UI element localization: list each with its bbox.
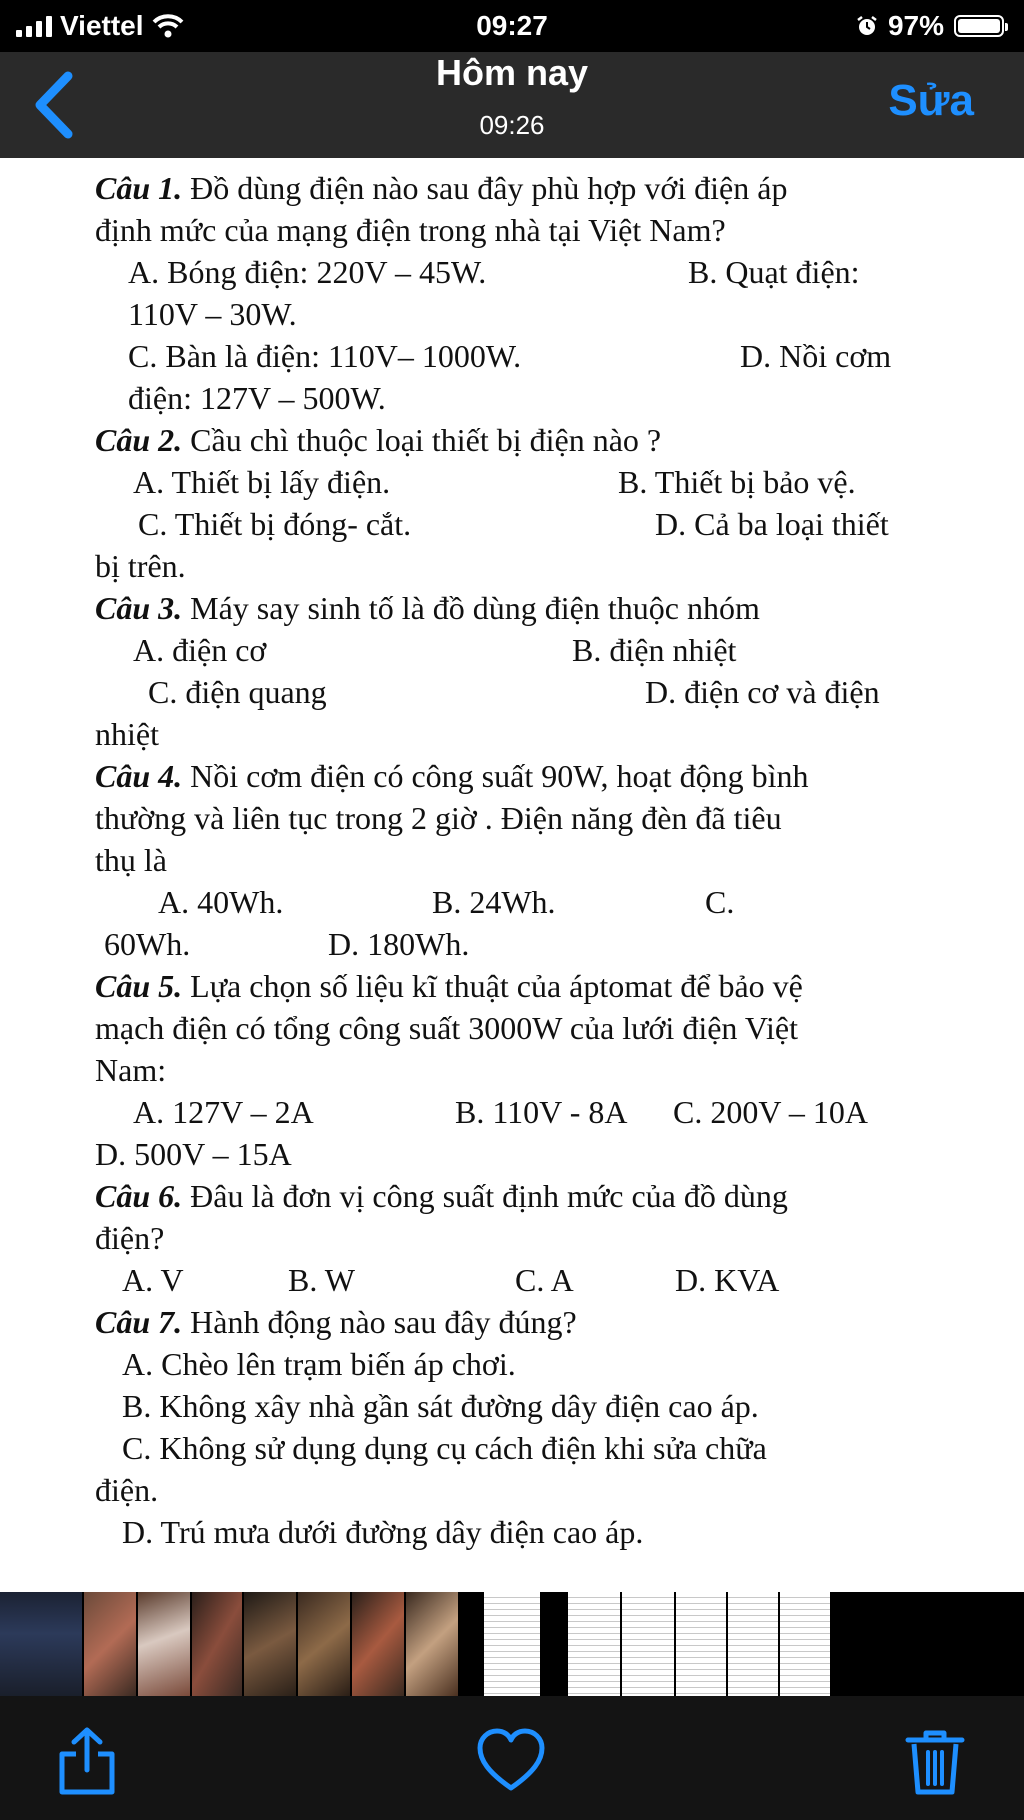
status-time: 09:27 [476, 10, 548, 41]
q1-option-b: B. Quạt điện: [688, 254, 860, 290]
q1-option-d: D. Nồi cơm [740, 338, 892, 374]
q2-option-d: D. Cả ba loại thiết [655, 506, 889, 542]
photo-document [0, 158, 1024, 1592]
nav-title: Hôm nay [435, 52, 589, 93]
battery-icon [954, 15, 1004, 37]
q5-line1: Câu 5. Lựa chọn số liệu kĩ thuật của áptomat để bảo vệ [95, 968, 803, 1004]
q7-option-c: C. Không sử dụng dụng cụ cách điện khi sửa chữa [122, 1430, 767, 1466]
thumbnail[interactable] [138, 1592, 190, 1696]
q5-label: Câu 5. [95, 968, 183, 1004]
q7-option-a: A. Chèo lên trạm biến áp chơi. [122, 1346, 516, 1382]
thumbnail[interactable] [244, 1592, 296, 1696]
q2-option-b: B. Thiết bị bảo vệ. [618, 464, 856, 500]
q1-option-c: C. Bàn là điện: 110V– 1000W. [128, 338, 522, 374]
thumbnail[interactable] [676, 1592, 726, 1696]
thumbnail[interactable] [484, 1592, 540, 1696]
q3-label: Câu 3. [95, 590, 183, 626]
q2-label: Câu 2. [95, 422, 183, 458]
navigation-bar [0, 52, 1024, 158]
q1-option-d-cont: điện: 127V – 500W. [128, 380, 386, 416]
thumbnail[interactable] [352, 1592, 404, 1696]
q4-option-a: A. 40Wh. [158, 884, 284, 920]
q1-line2: định mức của mạng điện trong nhà tại Việt Nam? [95, 212, 726, 248]
q7-option-c-cont: điện. [95, 1472, 159, 1508]
battery-percent: 97% [887, 10, 944, 41]
edit-button[interactable]: Sửa [888, 76, 974, 125]
thumbnail-strip[interactable] [0, 1592, 1024, 1696]
q2-line1: Câu 2. Cầu chì thuộc loại thiết bị điện nào ? [95, 422, 662, 458]
thumbnail[interactable] [780, 1592, 830, 1696]
q5-option-a: A. 127V – 2A [133, 1094, 314, 1130]
q6-option-a: A. V [122, 1262, 184, 1298]
status-bar [0, 0, 1024, 52]
thumbnail[interactable] [84, 1592, 136, 1696]
q5-line2: mạch điện có tổng công suất 3000W của lưới điện Việt [95, 1010, 798, 1046]
q6-option-c: C. A [515, 1262, 574, 1298]
q4-label: Câu 4. [95, 758, 183, 794]
thumbnail[interactable] [406, 1592, 458, 1696]
q5-option-b: B. 110V - 8A [455, 1094, 628, 1130]
carrier-name: Viettel [60, 10, 144, 41]
thumbnail[interactable] [728, 1592, 778, 1696]
q2-option-c: C. Thiết bị đóng- cắt. [138, 506, 412, 542]
q4-line1: Câu 4. Nồi cơm điện có công suất 90W, hoạt động bình [95, 758, 809, 794]
thumbnail[interactable] [0, 1592, 82, 1696]
share-icon[interactable] [52, 1726, 122, 1796]
q1-option-b-cont: 110V – 30W. [128, 296, 297, 332]
q1-label: Câu 1. [95, 170, 183, 206]
nav-subtitle: 09:26 [479, 110, 545, 140]
q3-option-c: C. điện quang [148, 674, 327, 710]
q3-option-d-cont: nhiệt [95, 716, 159, 752]
thumbnail[interactable] [192, 1592, 242, 1696]
alarm-icon [856, 15, 878, 37]
q2-option-d-cont: bị trên. [95, 548, 186, 584]
q5-option-c: C. 200V – 10A [673, 1094, 868, 1130]
q6-label: Câu 6. [95, 1178, 183, 1214]
q2-option-a: A. Thiết bị lấy điện. [133, 464, 391, 500]
q3-option-a: A. điện cơ [133, 632, 267, 668]
q5-line3: Nam: [95, 1052, 167, 1088]
q1-option-a: A. Bóng điện: 220V – 45W. [128, 254, 487, 290]
heart-icon[interactable] [476, 1726, 546, 1796]
thumbnail[interactable] [298, 1592, 350, 1696]
thumbnail[interactable] [568, 1592, 620, 1696]
q4-option-c-cont: 60Wh. [104, 926, 191, 962]
q6-option-b: B. W [288, 1262, 355, 1298]
q4-option-d: D. 180Wh. [328, 926, 470, 962]
q6-option-d: D. KVA [675, 1262, 780, 1298]
q7-label: Câu 7. [95, 1304, 183, 1340]
q4-option-b: B. 24Wh. [432, 884, 556, 920]
q6-line2: điện? [95, 1220, 165, 1256]
q3-line1: Câu 3. Máy say sinh tố là đồ dùng điện thuộc nhóm [95, 590, 760, 626]
q5-option-d: D. 500V – 15A [95, 1136, 292, 1172]
trash-icon[interactable] [900, 1726, 970, 1796]
q7-option-d: D. Trú mưa dưới đường dây điện cao áp. [122, 1514, 644, 1550]
q3-option-d: D. điện cơ và điện [645, 674, 880, 710]
q7-option-b: B. Không xây nhà gần sát đường dây điện cao áp. [122, 1388, 759, 1424]
q3-option-b: B. điện nhiệt [572, 632, 737, 668]
q6-line1: Câu 6. Đâu là đơn vị công suất định mức của đồ dùng [95, 1178, 788, 1214]
q7-line1: Câu 7. Hành động nào sau đây đúng? [95, 1304, 577, 1340]
q4-line2: thường và liên tục trong 2 giờ . Điện năng đèn đã tiêu [95, 800, 782, 836]
bottom-toolbar [0, 1696, 1024, 1820]
q4-line3: thụ là [95, 842, 167, 878]
thumbnail[interactable] [622, 1592, 674, 1696]
q4-option-c: C. [705, 884, 735, 920]
q1-line1: Câu 1. Đồ dùng điện nào sau đây phù hợp với điện áp [95, 170, 788, 206]
